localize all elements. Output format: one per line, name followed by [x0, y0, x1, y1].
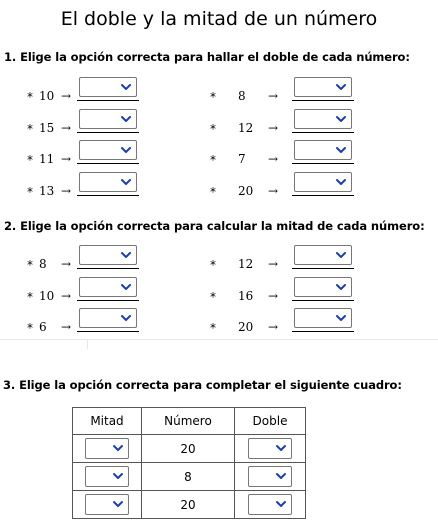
chevron-down-icon	[334, 175, 348, 189]
bullet-star: *	[27, 121, 33, 136]
number-label: 20	[238, 183, 254, 198]
number-label: 13	[39, 183, 55, 198]
number-label: 20	[238, 320, 254, 334]
chevron-down-icon	[119, 80, 133, 94]
answer-underline	[77, 300, 139, 301]
answer-underline	[292, 268, 354, 269]
doble-select[interactable]	[248, 466, 292, 487]
answer-select[interactable]	[79, 308, 137, 328]
chevron-down-icon	[119, 143, 133, 157]
arrow-icon: →	[61, 320, 72, 334]
answer-underline	[292, 132, 354, 133]
chevron-down-icon	[334, 112, 348, 126]
chevron-down-icon	[334, 311, 348, 325]
arrow-icon: →	[61, 89, 72, 103]
bullet-star: *	[27, 289, 33, 304]
answer-underline	[77, 195, 139, 196]
chevron-down-icon	[119, 112, 133, 126]
header-numero: Número	[142, 408, 235, 435]
mitad-select[interactable]	[85, 466, 129, 487]
chevron-down-icon	[111, 469, 125, 483]
bullet-star: *	[210, 321, 216, 335]
answer-select[interactable]	[294, 172, 352, 192]
arrow-icon: →	[268, 257, 279, 271]
bullet-star: *	[210, 90, 216, 104]
table-number: 20	[142, 491, 235, 519]
number-label: 8	[238, 89, 246, 103]
chevron-down-icon	[111, 497, 125, 511]
number-label: 11	[39, 152, 55, 166]
bullet-star: *	[210, 184, 216, 199]
number-label: 12	[238, 120, 254, 135]
question-2: 2. Elige la opción correcta para calcular la mitad de cada número:	[4, 219, 425, 233]
answer-underline	[77, 132, 139, 133]
arrow-icon: →	[61, 257, 72, 271]
doble-select[interactable]	[248, 438, 292, 459]
arrow-icon: →	[61, 152, 72, 166]
chevron-down-icon	[119, 175, 133, 189]
arrow-icon: →	[268, 183, 279, 198]
answer-underline	[292, 331, 354, 332]
arrow-icon: →	[268, 320, 279, 334]
arrow-icon: →	[268, 89, 279, 103]
bullet-star: *	[210, 153, 216, 167]
header-doble: Doble	[235, 408, 306, 435]
chevron-down-icon	[334, 248, 348, 262]
answer-underline	[292, 100, 354, 101]
chevron-down-icon	[274, 497, 288, 511]
chevron-down-icon	[334, 80, 348, 94]
cuadro-table	[72, 407, 306, 519]
arrow-icon: →	[268, 120, 279, 135]
answer-select[interactable]	[294, 140, 352, 160]
arrow-icon: →	[268, 288, 279, 303]
mitad-select[interactable]	[85, 494, 129, 515]
chevron-down-icon	[119, 311, 133, 325]
number-label: 16	[238, 288, 254, 303]
answer-select[interactable]	[294, 277, 352, 297]
answer-select[interactable]	[294, 245, 352, 265]
answer-underline	[292, 163, 354, 164]
arrow-icon: →	[61, 288, 72, 303]
answer-select[interactable]	[294, 77, 352, 97]
table-row	[73, 491, 306, 519]
answer-underline	[77, 100, 139, 101]
divider-tick	[87, 339, 88, 349]
bullet-star: *	[210, 289, 216, 304]
number-label: 6	[39, 320, 47, 334]
number-label: 10	[39, 288, 55, 303]
chevron-down-icon	[111, 441, 125, 455]
answer-select[interactable]	[294, 109, 352, 129]
answer-select[interactable]	[79, 109, 137, 129]
chevron-down-icon	[334, 143, 348, 157]
table-number: 8	[142, 463, 235, 491]
answer-select[interactable]	[79, 172, 137, 192]
arrow-icon: →	[268, 152, 279, 166]
number-label: 7	[238, 152, 246, 166]
number-label: 10	[39, 89, 55, 103]
mitad-select[interactable]	[85, 438, 129, 459]
header-mitad: Mitad	[73, 408, 142, 435]
question-3: 3. Elige la opción correcta para completar el siguiente cuadro:	[3, 378, 402, 392]
table-number: 20	[142, 435, 235, 463]
answer-select[interactable]	[79, 245, 137, 265]
bullet-star: *	[27, 258, 33, 272]
bullet-star: *	[27, 321, 33, 335]
bullet-star: *	[210, 121, 216, 136]
arrow-icon: →	[61, 183, 72, 198]
chevron-down-icon	[119, 280, 133, 294]
table-row	[73, 435, 306, 463]
doble-select[interactable]	[248, 494, 292, 515]
answer-underline	[77, 268, 139, 269]
chevron-down-icon	[334, 280, 348, 294]
answer-select[interactable]	[79, 77, 137, 97]
chevron-down-icon	[274, 469, 288, 483]
number-label: 12	[238, 257, 254, 271]
chevron-down-icon	[274, 441, 288, 455]
answer-underline	[292, 300, 354, 301]
arrow-icon: →	[61, 120, 72, 135]
answer-underline	[292, 195, 354, 196]
chevron-down-icon	[119, 248, 133, 262]
bullet-star: *	[210, 258, 216, 272]
question-1: 1. Elige la opción correcta para hallar el doble de cada número:	[4, 50, 410, 64]
bullet-star: *	[27, 153, 33, 167]
answer-underline	[77, 163, 139, 164]
table-row	[73, 463, 306, 491]
answer-select[interactable]	[294, 308, 352, 328]
divider	[0, 339, 438, 340]
bullet-star: *	[27, 184, 33, 199]
bullet-star: *	[27, 90, 33, 104]
answer-underline	[77, 331, 139, 332]
page-title: El doble y la mitad de un número	[60, 8, 378, 30]
answer-select[interactable]	[79, 140, 137, 160]
number-label: 15	[39, 120, 55, 135]
number-label: 8	[39, 257, 47, 271]
answer-select[interactable]	[79, 277, 137, 297]
